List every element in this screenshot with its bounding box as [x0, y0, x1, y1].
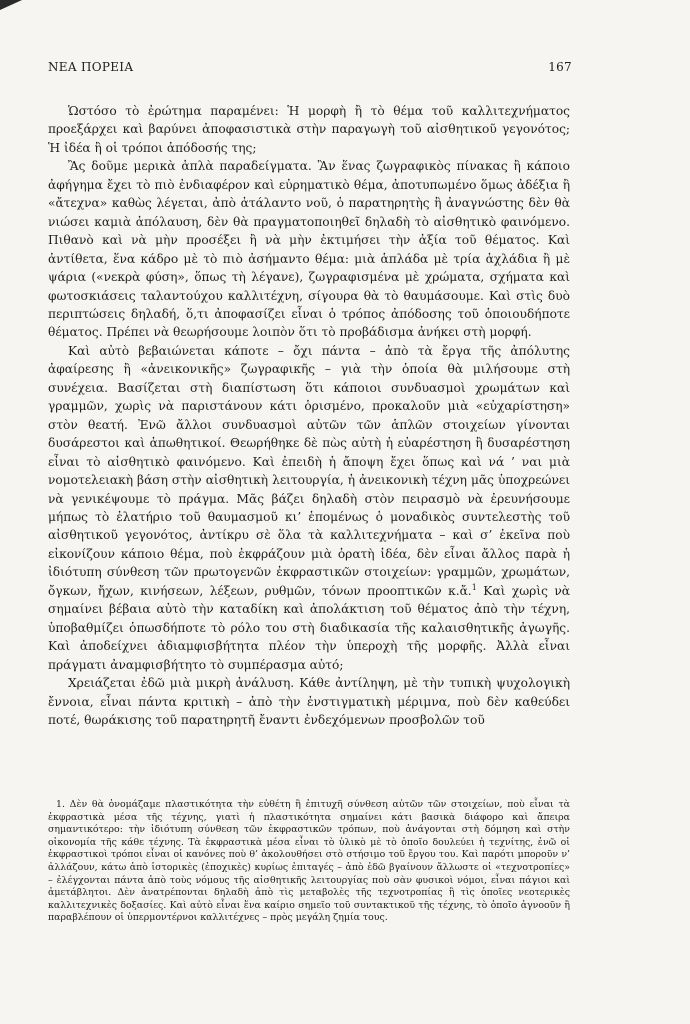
footnote-marker: 1 [471, 582, 477, 592]
footnote: 1. Δὲν θὰ ὀνομάζαμε πλαστικότητα τὴν εὐθέτη ἢ ἐπιτυχῆ σύνθεση αὐτῶν τῶν στοιχείων, ποὺ εἶναι τὰ ἐκφραστικὰ μέσα τῆς τέχνης, γιατὶ ἡ πλαστικότητα σημαίνει κάτι βασικὰ διάφορο καὶ ἄπειρα σημαντικότερο: τὴν ἰδιότυπη σύνθεση τῶν ἐκφραστικῶν τρόπων, ποὺ ἀνάγονται στὴ δόμηση καὶ στὴν οἰκονομία τῆς κάθε τέχνης. Τὰ ἐκφραστικὰ μέσα εἶναι τὸ ὑλικὸ μὲ τὸ ὁποῖο δουλεύει ἡ τεχνίτης, ἐνῶ οἱ ἐκφραστικοὶ τρόποι εἶναι οἱ κανόνες ποὺ θ’ ἀκολουθήσει στὸ στήσιμο τοῦ ἔργου του. Καὶ παρότι μποροῦν ν’ ἀλλάζουν, κάτω ἀπὸ ἱστορικὲς (ἐποχικὲς) κυρίως ἐπιταγές – ἀπὸ ἐδῶ βγαίνουν ἄλλωστε οἱ «τεχνοτροπίες» – ἐλέγχονται πάντα ἀπὸ τοὺς νόμους τῆς αἰσθητικῆς λειτουργίας ποὺ σὰν φυσικοὶ νόμοι, εἶναι πάγιοι καὶ ἀμετάβλητοι. Δὲν ἀνατρέπονται δηλαδὴ ἀπὸ τὶς μεταβολὲς τῆς τεχνοτροπίας ἢ τὶς ὁποῖες νεοτερικὲς καλλιτεχνικὲς δοξασίες. Καὶ αὐτὸ εἶναι ἕνα καίριο σημεῖο τοῦ συντακτικοῦ τῆς τέχνης, τὸ ὁποῖο ἀγνοοῦν ἢ παραβλέπουν οἱ ὑπερμοντέρνοι καλλιτέχνες – πρὸς μεγάλη ζημία τους. [48, 799, 570, 924]
page-corner-mark [0, 0, 22, 10]
page-number: 167 [548, 60, 572, 74]
body-text [48, 102, 570, 729]
paragraph-text: Καὶ αὐτὸ βεβαιώνεται κάποτε – ὄχι πάντα – ἀπὸ τὰ ἔργα τῆς ἀπόλυτης ἀφαίρεσης ἢ «ἀνεικονικῆς» ζωγραφικῆς – γιὰ τὴν ὁποία θὰ μιλήσουμε στὴ συνέχεια. Βασίζεται στὴ διαπίστωση ὅτι κάποιοι συνδυασμοὶ χρωμάτων καὶ γραμμῶν, χωρὶς νὰ παριστάνουν κάτι ὁρισμένο, προκαλοῦν μιὰ «εὐχαρίστηση» στὸν θεατή. Ἐνῶ ἄλλοι συνδυασμοὶ αὐτῶν τῶν ἁπλῶν στοιχείων γίνονται δυσάρεστοι καὶ ἀπωθητικοί. Θεωρήθηκε δὲ πὼς αὐτὴ ἡ εὐαρέστηση ἢ δυσαρέστηση εἶναι τὸ αἰσθητικὸ φαινόμενο. Καὶ ἐπειδὴ ἡ ἄποψη ἔχει ὅπως καὶ νά ’ ναι μιὰ νομοτελειακὴ βάση στὴν αἰσθητικὴ λειτουργία, ἡ ἀνεικονικὴ τέχνη μᾶς ὑποχρεώνει νὰ γενικέψουμε τὸ πράγμα. Μᾶς βάζει δηλαδὴ στὸν πειρασμὸ νὰ ἐρευνήσουμε μήπως τὸ ἐλατήριο τοῦ θαυμασμοῦ κι’ ἑπομένως ὁ μοναδικὸς συντελεστὴς τοῦ αἰσθητικοῦ γεγονότος, ἀντίκρυ σὲ ὅλα τὰ καλλιτεχνήματα – καὶ σ’ ἐκεῖνα ποὺ εἰκονίζουν κάποιο θέμα, ποὺ ἐκφράζουν μιὰ ὁρατὴ ἰδέα, δὲν εἶναι ἄλλος παρὰ ἡ ἰδιότυπη σύνθεση τῶν πρωτογενῶν ἐκφραστικῶν στοιχείων: γραμμῶν, χρωμάτων, ὄγκων, ἤχων, κινήσεων, λέξεων, ρυθμῶν, τόνων προοπτικῶν κ.ἄ. [48, 343, 570, 598]
paragraph: Ὡστόσο τὸ ἐρώτημα παραμένει: Ἡ μορφὴ ἢ τὸ θέμα τοῦ καλλιτεχνήματος προεξάρχει καὶ βαρύνει ἀποφασιστικὰ στὴν παραγωγὴ τοῦ αἰσθητικοῦ γεγονότος; Ἡ ἰδέα ἢ οἱ τρόποι ἀπόδοσής της; [48, 104, 570, 155]
paragraph: Ἂς δοῦμε μερικὰ ἁπλὰ παραδείγματα. Ἂν ἕνας ζωγραφικὸς πίνακας ἢ κάποιο ἀφήγημα ἔχει τὸ πιὸ ἐνδιαφέρον καὶ εὐρηματικὸ θέμα, ἀποτυπωμένο ὅμως ἀδέξια ἢ «ἄτεχνα» καθὼς λέγεται, ἀπὸ ἀτάλαντο νοῦ, ὁ παρατηρητὴς ἢ ἀναγνώστης δὲν θὰ νιώσει καμιὰ ἀπόλαυση, δὲν θὰ πραγματοποιηθεῖ δηλαδὴ τὸ αἰσθητικὸ φαινόμενο. Πιθανὸ καὶ νὰ μὴν προσέξει ἢ νὰ μὴν ἐκτιμήσει τὴν ἀξία τοῦ θέματος. Καὶ ἀντίθετα, ἕνα κάδρο μὲ τὸ πιὸ ἀσήμαντο θέμα: μιὰ ἁπλάδα μὲ τρία ἀχλάδια ἢ μὲ ψάρια («νεκρὰ φύση», ὅπως τὴ λέγανε), ζωγραφισμένα μὲ χρώματα, σχήματα καὶ φωτοσκιάσεις ταλαντούχου καλλιτέχνη, σίγουρα θὰ τὸ θαυμάσουμε. Καὶ στὶς δυὸ περιπτώσεις δηλαδή, ὅ,τι ἀποφασίζει εἶναι ὁ τρόπος ἀπόδοσης τοῦ ὁποιουδήποτε θέματος. Πρέπει νὰ θεωρήσουμε λοιπὸν ὅτι τὸ προβάδισμα ἀνήκει στὴ μορφή. [48, 159, 570, 340]
paragraph [48, 342, 570, 674]
paragraph: Χρειάζεται ἐδῶ μιὰ μικρὴ ἀνάλυση. Κάθε ἀντίληψη, μὲ τὴν τυπικὴ ψυχολογικὴ ἔννοια, εἶναι πάντα κριτικὴ – ἀπὸ τὴν ἐνστιγματικὴ μέριμνα, ποὺ δὲν καθεύδει ποτέ, θωράκισης τοῦ παρατηρητῆ ἔναντι ἐνδεχόμενων προσβολῶν τοῦ [48, 676, 570, 727]
journal-title: ΝΕΑ ΠΟΡΕΙΑ [48, 60, 134, 74]
running-head [48, 60, 572, 74]
paragraph-text: Καὶ χωρὶς νὰ σημαίνει βέβαια αὐτὸ τὴν καταδίκη καὶ ἀπολάκτιση τοῦ θέματος ἀπὸ τὴν τέχνη, ὑποβαθμίζει ὁπωσδήποτε τὸ ρόλο του στὴ διαδικασία τῆς καλαισθητικῆς ἀγωγῆς. Καὶ ἀποδείχνει ἀδιαμφισβήτητα πλέον τὴν ὑπεροχὴ τῆς μορφῆς. Ἀλλὰ εἶναι πράγματι ἀναμφισβήτητο τὸ συμπέρασμα αὐτό; [48, 583, 571, 672]
footnotes [48, 799, 570, 925]
